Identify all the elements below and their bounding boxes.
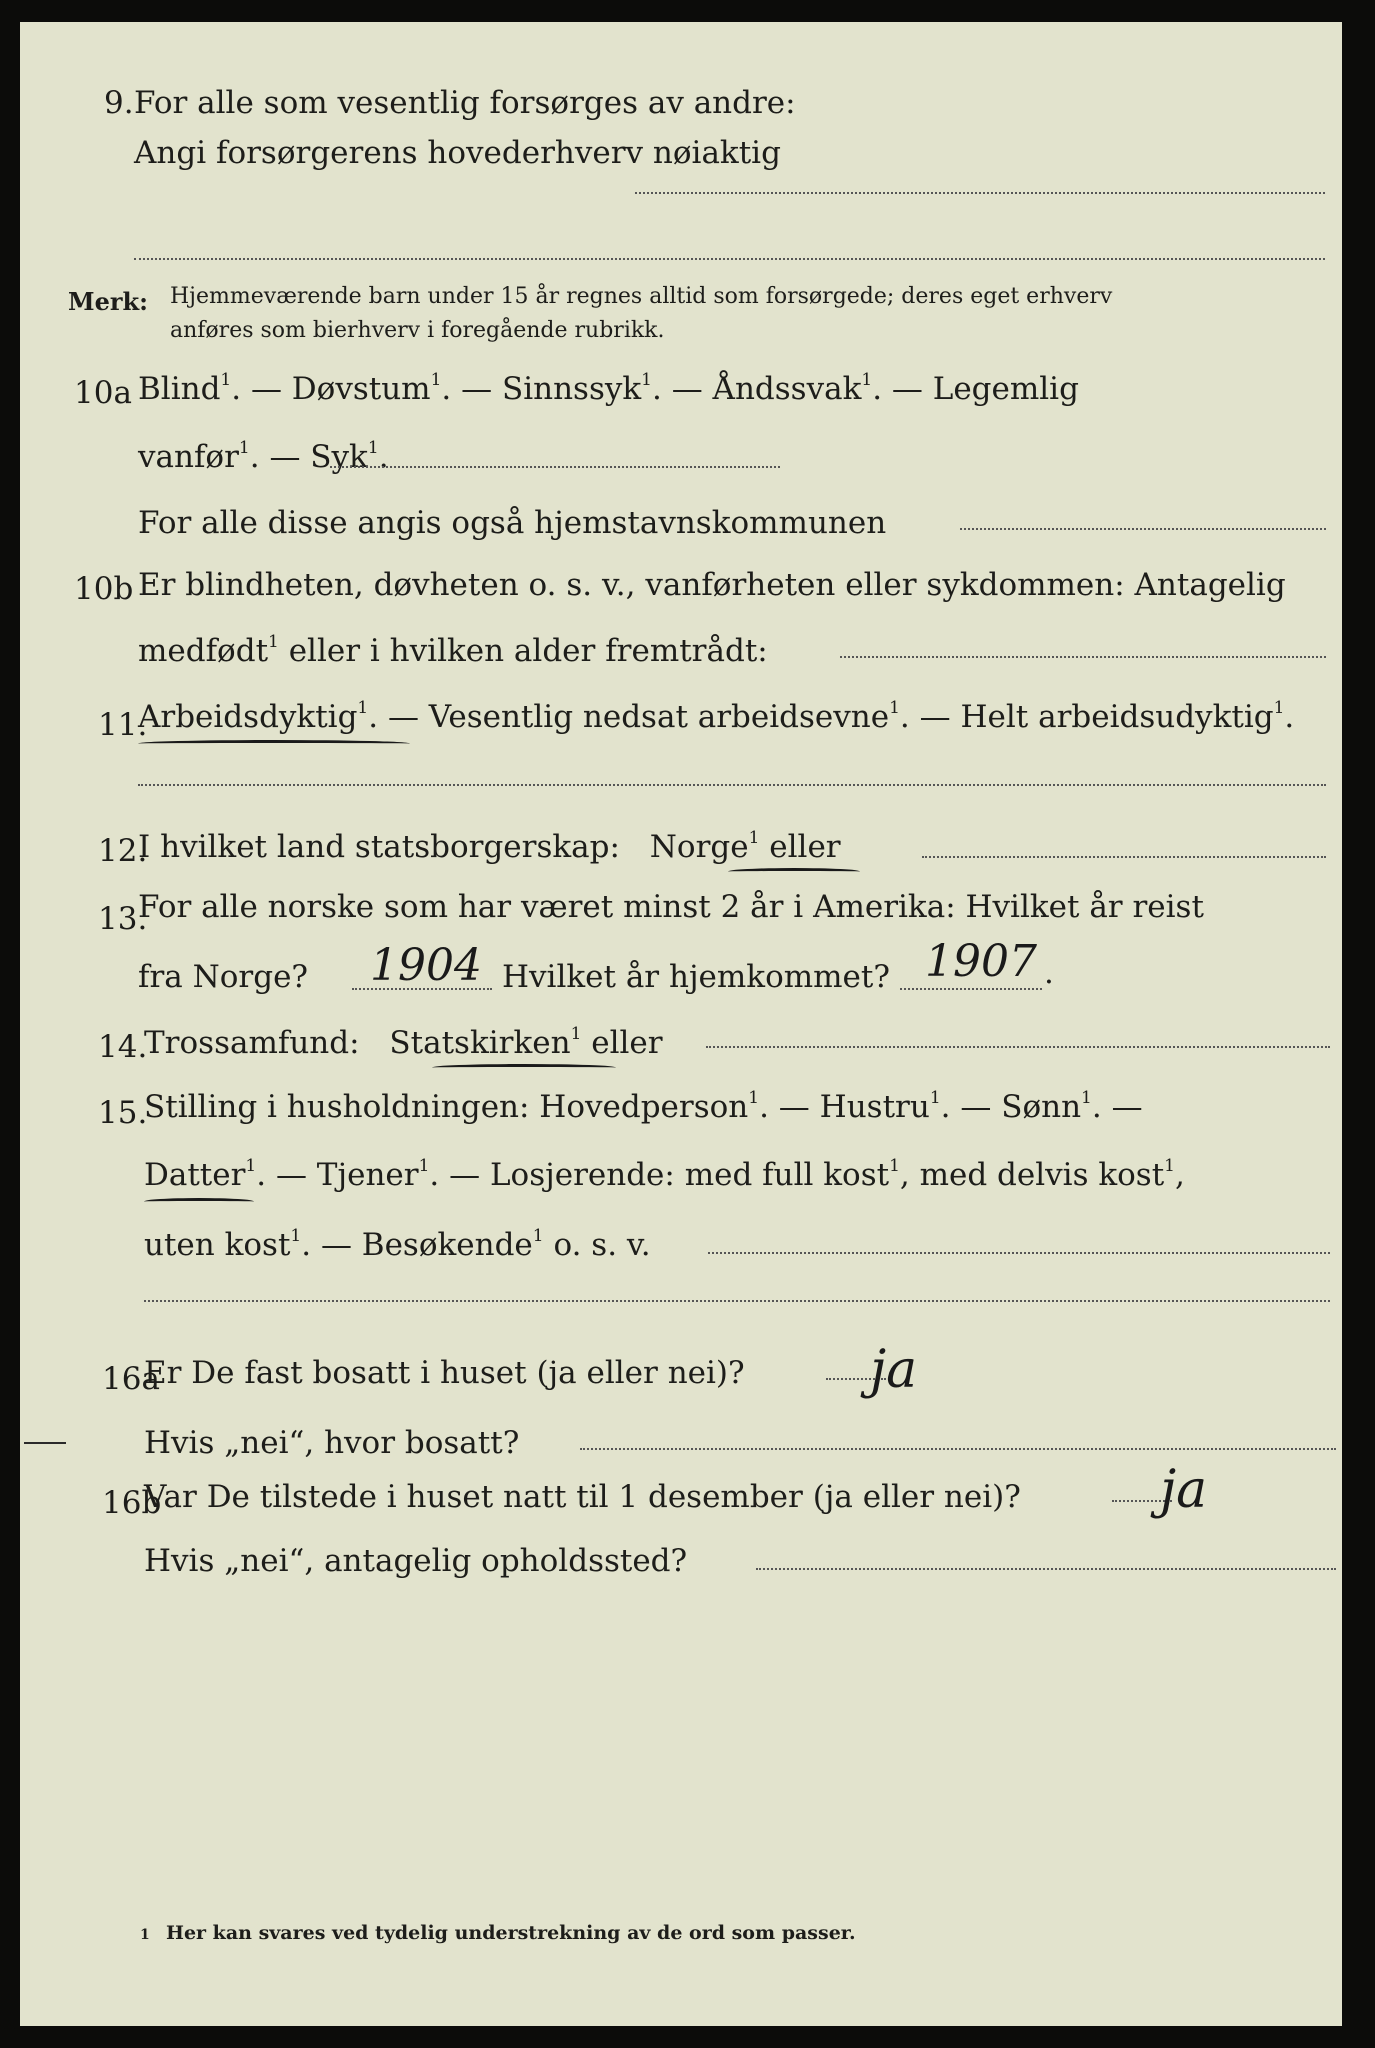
footnote-text: Her kan svares ved tydelig understrekning av de ord som passer.: [166, 1922, 856, 1944]
option-hustru: . — Hustru: [759, 1089, 930, 1125]
option-sinnssyk: . — Sinnssyk: [441, 371, 642, 407]
question-alder: eller i hvilken alder fremtrådt:: [278, 633, 768, 669]
q10a-text-line3: For alle disse angis også hjemstavnskommunen: [138, 505, 887, 541]
q16b-number: 16b: [102, 1485, 162, 1521]
underline-datter: [144, 1198, 254, 1205]
q13-text-line2a: fra Norge?: [138, 959, 309, 995]
option-sonn: . — Sønn: [940, 1089, 1082, 1125]
footnote-mark: 1: [889, 698, 900, 718]
q12-number: 12.: [98, 833, 148, 869]
q10a-number: 10a: [74, 375, 132, 411]
footnote-mark: 1: [245, 1156, 257, 1176]
footnote-mark: 1: [570, 1024, 582, 1044]
q15-text-line3: [144, 1226, 651, 1263]
q11-text: [138, 698, 1295, 735]
footnote-mark: 1: [1081, 1088, 1092, 1108]
q16a-number: 16a: [102, 1361, 160, 1397]
merk-text-line2: anføres som bierhverv i foregående rubrikk.: [170, 318, 665, 343]
footnote-mark: 1: [220, 370, 232, 390]
q16b-text-line2: Hvis „nei“, antagelig opholdssted?: [144, 1543, 688, 1579]
merk-label: Merk:: [68, 287, 148, 316]
q11-answer-line[interactable]: [138, 784, 1326, 786]
q13-year-returned-line[interactable]: [900, 988, 1042, 990]
footnote-mark: 1: [532, 1226, 544, 1246]
option-dovstum: . — Døvstum: [231, 371, 431, 407]
q9-answer-line[interactable]: [635, 192, 1325, 194]
question-trossamfund: Trossamfund:: [144, 1025, 360, 1061]
merk-text-line1: Hjemmeværende barn under 15 år regnes alltid som forsørgede; deres eget erhverv: [170, 284, 1113, 309]
option-andssvak: . — Åndssvak: [652, 371, 862, 407]
q11-number: 11.: [98, 707, 148, 743]
q15-answer-line[interactable]: [708, 1252, 1330, 1254]
footnote-mark: 1: [1273, 698, 1285, 718]
answer-fast-bosatt[interactable]: ja: [870, 1340, 918, 1400]
q12-answer-line[interactable]: [922, 856, 1326, 858]
margin-mark: [24, 1442, 66, 1444]
footnote-mark: 1: [889, 1156, 900, 1176]
q12-text: [138, 828, 841, 865]
q10a-text-line2: [138, 438, 389, 475]
q13-text-line1: For alle norske som har været minst 2 år i Amerika: Hvilket år reist: [138, 889, 1204, 925]
q9-number: 9.: [104, 85, 134, 121]
q16b-opholdssted-line[interactable]: [756, 1568, 1336, 1570]
option-legemlig: . — Legemlig: [872, 371, 1079, 407]
q16b-text-line1: Var De tilstede i huset natt til 1 desember (ja eller nei)?: [144, 1479, 1021, 1515]
option-uten-kost: uten kost: [144, 1227, 291, 1263]
underline-arbeidsdyktig: [138, 740, 410, 747]
q10b-text-line1: Er blindheten, døvheten o. s. v., vanførheten eller sykdommen: Antagelig: [138, 567, 1286, 603]
q13-text-line2b: Hvilket år hjemkommet?: [502, 959, 890, 995]
question-statsborgerskap: I hvilket land statsborgerskap:: [138, 829, 620, 865]
option-norge: Norge: [649, 829, 749, 865]
option-medfodt: medfødt: [138, 633, 269, 669]
option-hovedperson: Stilling i husholdningen: Hovedperson: [144, 1089, 749, 1125]
q10a-answer-line[interactable]: [330, 466, 780, 468]
q15-answer-line-2[interactable]: [144, 1300, 1330, 1302]
q10b-number: 10b: [74, 571, 134, 607]
option-full-kost: . — Losjerende: med full kost: [429, 1157, 890, 1193]
option-tjener: . — Tjener: [256, 1157, 419, 1193]
option-delvis-kost: , med delvis kost: [899, 1157, 1165, 1193]
q9-text-line2: Angi forsørgerens hovederhverv nøiaktig: [134, 135, 781, 171]
q13-number: 13.: [98, 901, 148, 937]
q16a-hvor-bosatt-line[interactable]: [580, 1448, 1336, 1450]
footnote-mark: 1: [290, 1226, 302, 1246]
option-eller: eller: [581, 1025, 663, 1061]
q16a-text-line1: Er De fast bosatt i huset (ja eller nei)?: [144, 1355, 745, 1391]
option-statskirken: Statskirken: [389, 1025, 571, 1061]
footnote-mark: 1: [1164, 1156, 1175, 1176]
option-osv: o. s. v.: [543, 1227, 651, 1263]
option-vanfor: vanfør: [138, 439, 239, 475]
underline-statskirken: [432, 1064, 616, 1071]
q15-number: 15.: [98, 1095, 148, 1131]
answer-year-left[interactable]: 1904: [370, 940, 482, 991]
footnote-mark: 1: [861, 370, 873, 390]
footnote-number: 1: [140, 1927, 150, 1943]
answer-tilstede[interactable]: ja: [1160, 1460, 1208, 1520]
punctuation: ,: [1175, 1157, 1185, 1193]
underline-norge: [728, 868, 860, 875]
q16a-text-line2: Hvis „nei“, hvor bosatt?: [144, 1425, 520, 1461]
q10b-answer-line[interactable]: [840, 656, 1326, 658]
option-blind: Blind: [138, 371, 221, 407]
option-nedsat-arbeidsevne: . — Vesentlig nedsat arbeidsevne: [368, 699, 890, 735]
census-form-page: [20, 22, 1342, 2026]
footnote-mark: 1: [748, 1088, 760, 1108]
q13-year-left-line[interactable]: [352, 988, 492, 990]
punctuation: .: [378, 439, 389, 475]
q9-answer-line-2[interactable]: [134, 258, 1325, 260]
option-arbeidsudyktig: . — Helt arbeidsudyktig: [899, 699, 1274, 735]
option-besokende: . — Besøkende: [301, 1227, 533, 1263]
footnote-mark: 1: [418, 1156, 430, 1176]
q14-number: 14.: [98, 1029, 148, 1065]
option-arbeidsdyktig: Arbeidsdyktig: [138, 699, 358, 735]
answer-year-returned[interactable]: 1907: [925, 936, 1037, 987]
option-eller: eller: [759, 829, 841, 865]
punctuation: .: [1284, 699, 1295, 735]
q15-text-line2: [144, 1156, 1185, 1193]
footnote-mark: 1: [268, 632, 279, 652]
q10a-text-line1: [138, 370, 1079, 407]
option-datter: Datter: [144, 1157, 246, 1193]
footnote-mark: 1: [929, 1088, 941, 1108]
q15-text-line1: [144, 1088, 1143, 1125]
q10a-hjemstavn-line[interactable]: [960, 528, 1326, 530]
punctuation: . —: [1091, 1089, 1143, 1125]
footnote-mark: 1: [238, 438, 250, 458]
footnote-mark: 1: [367, 438, 379, 458]
footnote-mark: 1: [357, 698, 369, 718]
q10b-text-line2: [138, 632, 768, 669]
option-syk: . — Syk: [249, 439, 368, 475]
footnote-mark: 1: [641, 370, 652, 390]
q13-period: .: [1044, 955, 1054, 991]
footnote-mark: 1: [748, 828, 760, 848]
q14-answer-line[interactable]: [706, 1046, 1330, 1048]
q9-text-line1: For alle som vesentlig forsørges av andre:: [134, 85, 796, 121]
q14-text: [144, 1024, 663, 1061]
footnote-mark: 1: [430, 370, 442, 390]
